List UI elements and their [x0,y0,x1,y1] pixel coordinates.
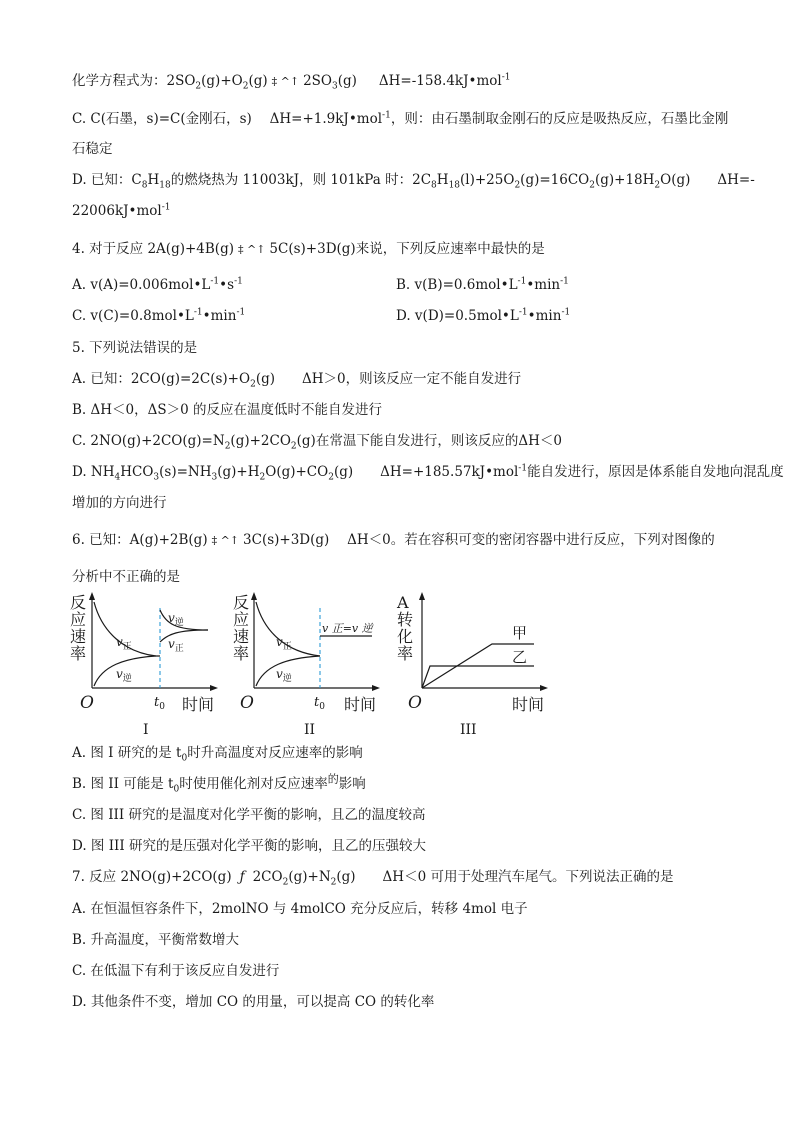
q5-option-b: B. ΔH＜0，ΔS＞0 的反应在温度低时不能自发进行 [72,402,382,418]
graph-2-label-v-ni: $v_逆$ [276,667,292,684]
graph-2-t0-label: $t_0$ [314,695,325,712]
graph-2-roman: II [304,722,316,738]
reaction-equation-line: 化学方程式为：$2SO_2(g)+O_2(g)$ ‡ ^↑ $2SO_3(g)$ ΔH=-158.4kJ•mol$^{-1}$ [72,72,511,92]
graph-1-xlabel: 时间 [182,695,215,714]
graph-3-y-arrow [419,592,425,600]
graph-2-ylabel-3: 速 [233,627,250,646]
q7-option-b: B. 升高温度，平衡常数增大 [72,932,240,948]
q4-option-a: A. $v(A)=0.006mol•L^{-1}•s^{-1}$ [72,276,243,293]
graph-3-xlabel: 时间 [512,695,545,714]
graphs-svg [68,590,558,740]
question-6-continuation: 分析中不正确的是 [72,569,180,585]
graph-1-label-v-ni: $v_逆$ [116,667,132,684]
graph-1-ylabel-3: 速 [70,627,87,646]
option-c-continuation: 石稳定 [72,141,113,157]
graph-1-label-v-ni-after: $v_逆$ [168,611,184,628]
graph-2 [233,592,380,738]
question-6-stem: 6. 已知：A(g)+2B(g) ‡ ^↑ 3C(s)+3D(g) ΔH＜0。若在容积可变的密闭容器中进行反应，下列对图像的 [72,532,715,548]
q4-option-b: B. $v(B)=0.6mol•L^{-1}•\min^{-1}$ [396,276,569,293]
graph-3-ylabel-2: 转 [397,610,414,629]
graph-1-x-arrow [210,685,218,691]
question-5-stem: 5. 下列说法错误的是 [72,340,198,356]
graph-1 [70,592,218,738]
graph-3 [396,592,548,738]
graph-2-y-arrow [251,592,257,600]
graph-2-equal-label: v 正=v 逆 [322,622,373,635]
q6-option-d: D. 图 III 研究的是压强对化学平衡的影响，且乙的压强较大 [72,838,427,854]
graph-3-yi-label: 乙 [512,648,528,666]
graph-1-ylabel-1: 反 [70,593,87,612]
graph-1-t0-label: $t_0$ [154,695,165,712]
graph-3-origin: O [408,693,422,713]
graph-3-jia-label: 甲 [512,624,528,642]
q5-option-d-continuation: 增加的方向进行 [72,495,167,511]
option-d-combustion: D. 已知：$C_8H_{18}$的燃烧热为 11003kJ，则 101kPa 时：$2C_8H_{18}(l)+25O_2(g)=16CO_2(g)+18H_2O(g)$ ΔH=- [72,172,755,191]
q7-option-a: A. 在恒温恒容条件下，2molNO 与 4molCO 充分反应后，转移 4mol 电子 [72,901,528,917]
q6-option-a: A. 图 I 研究的是 $t_0$时升高温度对反应速率的影响 [72,745,363,764]
graph-3-ylabel-1: A [397,593,409,612]
graph-2-origin: O [240,693,254,713]
q6-option-c: C. 图 III 研究的是温度对化学平衡的影响，且乙的温度较高 [72,807,426,823]
graph-3-x-arrow [540,685,548,691]
q5-option-d: D. $NH_4HCO_3(s)=NH_3(g)+H_2O(g)+CO_2(g)$ ΔH=+185.57kJ•mol$^{-1}$能自发进行，原因是体系能自发地向混乱度 [72,463,784,483]
graph-2-xlabel: 时间 [344,695,377,714]
graph-3-ylabel-3: 化 [397,627,414,646]
q4-option-d: D. $v(D)=0.5mol•L^{-1}•\min^{-1}$ [396,307,571,324]
q5-option-c: C. $2NO(g)+2CO(g)=N_2(g)+2CO_2(g)$在常温下能自发进行，则该反应的ΔH＜0 [72,433,562,452]
graph-2-ylabel-4: 率 [233,644,250,663]
graph-3-roman: III [460,722,477,738]
graph-1-label-v-zheng-after: $v_正$ [168,637,184,654]
option-c-graphite: C. C(石墨，s)=C(金刚石，s) ΔH=+1.9kJ•mol$^{-1}$，则：由石墨制取金刚石的反应是吸热反应，石墨比金刚 [72,110,729,127]
graph-1-ylabel-4: 率 [70,644,87,663]
graph-2-ylabel-1: 反 [233,593,250,612]
graph-1-ylabel-2: 应 [70,610,87,629]
q5-option-a: A. 已知：$2CO(g)=2C(s)+O_2(g)$ ΔH＞0，则该反应一定不能自发进行 [72,371,522,390]
graph-1-origin: O [80,693,94,713]
graph-2-ylabel-2: 应 [233,610,250,629]
q6-option-b: B. 图 II 可能是 $t_0$时使用催化剂对反应速率$^的$影响 [72,772,366,795]
graph-2-label-v-zheng: $v_正$ [276,635,292,652]
question-7-stem: 7. 反应 2NO(g)+2CO(g) ƒ $2CO_2(g)+N_2(g)$ ΔH＜0 可用于处理汽车尾气。下列说法正确的是 [72,869,674,888]
graph-1-label-v-zheng: $v_正$ [116,635,132,652]
graph-1-y-arrow [89,592,95,600]
q7-option-c: C. 在低温下有利于该反应自发进行 [72,963,280,979]
rate-graphs-figure [68,590,558,740]
graph-2-x-arrow [372,685,380,691]
q4-option-c: C. $v(C)=0.8mol•L^{-1}•\min^{-1}$ [72,307,246,324]
option-d-continuation: 22006kJ•mol$^{-1}$ [72,202,171,219]
graph-3-ylabel-4: 率 [397,644,414,663]
q7-option-d: D. 其他条件不变，增加 CO 的用量，可以提高 CO 的转化率 [72,994,435,1010]
graph-1-roman: I [143,722,149,738]
question-4-stem: 4. 对于反应 2A(g)+4B(g) ‡ ^↑ 5C(s)+3D(g)来说，下列反应速率中最快的是 [72,241,545,257]
